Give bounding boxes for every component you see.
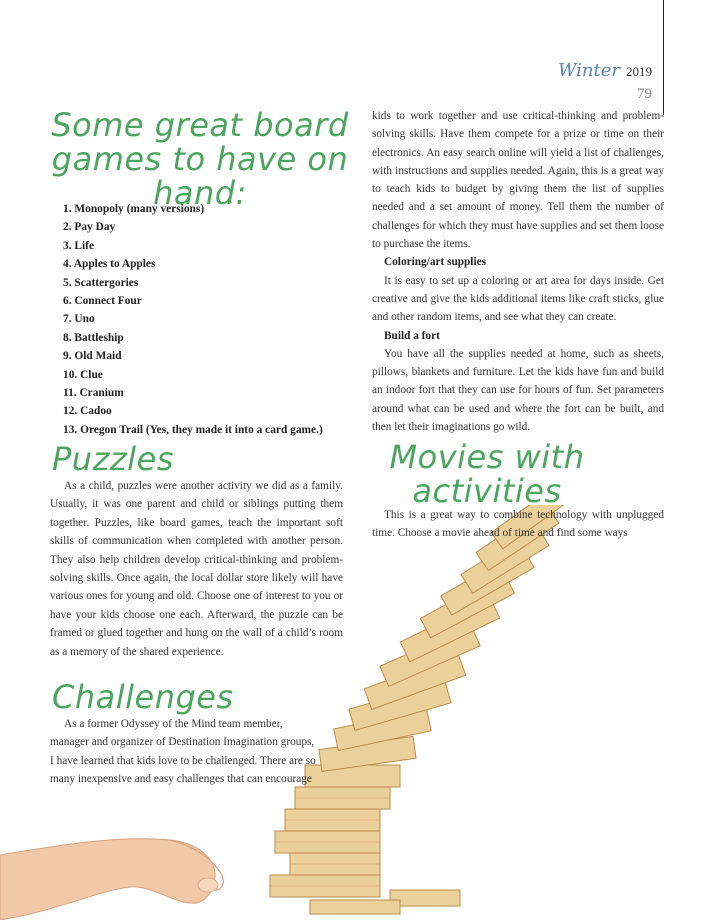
list-item: 8. Battleship — [63, 331, 124, 344]
fort-text: You have all the supplies needed at home, such as sheets, pillows, blankets and furniture. Let the kids have fun and build an indoor fort that they can use for hours of fun. Set parameters around what can be used and where the fort can be built, and then let their imaginations go wild. — [372, 347, 664, 434]
list-item: 12. Cadoo — [63, 405, 112, 418]
list-item: 3. Life — [63, 239, 95, 252]
issue-year: 2019 — [626, 64, 652, 79]
list-item: 5. Scattergories — [63, 276, 139, 289]
list-item: 2. Pay Day — [63, 221, 116, 234]
list-item: 10. Clue — [63, 368, 103, 381]
fort-subheading: Build a fort — [384, 329, 440, 342]
issue-season: Winter — [557, 60, 620, 81]
board-games-list — [63, 200, 363, 439]
challenges-text: As a former Odyssey of the Mind team member, manager and organizer of Destination Imagination groups, I have learned that kids love to be challenged. There are so many inexpensive and easy challenges that can encourage — [50, 718, 316, 786]
challenges-continued-text: kids to work together and use critical-thinking and problem-solving skills. Have them compete for a prize or time on their electronics. An easy search online will yield a list of challenges, with instructions and supplies needed. Again, this is a great way to teach kids to budget by giving them the list of supplies needed and a set amount of money. Tell them the number of challenges for which they must have supplies and set them loose to purchase the items. — [372, 110, 664, 251]
challenges-heading: Challenges — [52, 678, 234, 716]
puzzles-text: As a child, puzzles were another activity we did as a family. Usually, it was one parent and child or siblings putting them together. Puzzles, like board games, teach the important soft skills of communication when completed with another person. They also help children develop critical-thinking and problem-solving skills. Once again, the local dollar store likely will have various ones for young and old. Choose one of interest to you or have your kids choose one each. Afterward, the puzzle can be framed or glued together and hung on the wall of a child’s room as a memory of the shared experience. — [50, 480, 343, 658]
list-item: 4. Apples to Apples — [63, 258, 156, 271]
right-column — [372, 107, 664, 436]
page-edge-line — [663, 0, 664, 115]
coloring-text: It is easy to set up a coloring or art area for days inside. Get creative and give the kids additional items like craft sticks, glue and other random items, and see what they can create. — [372, 274, 664, 324]
list-item: 6. Connect Four — [63, 295, 142, 308]
coloring-subheading: Coloring/art supplies — [384, 256, 486, 269]
list-item: 9. Old Maid — [63, 350, 122, 363]
issue-label — [558, 60, 652, 81]
puzzles-heading: Puzzles — [52, 440, 174, 478]
page-number: 79 — [637, 86, 652, 102]
list-item: 11. Cranium — [63, 387, 124, 400]
list-item: 1. Monopoly (many versions) — [63, 203, 205, 215]
hand-illustration — [0, 815, 300, 920]
movies-text: This is a great way to combine technology with unplugged time. Choose a movie ahead of time and find some ways — [372, 509, 664, 540]
list-item: 13. Oregon Trail (Yes, they made it into a card game.) — [63, 423, 323, 436]
movies-heading: Movies with activities — [389, 438, 585, 510]
list-item: 7. Uno — [63, 313, 95, 326]
board-games-heading: Some great board games to have on hand: — [51, 106, 349, 212]
